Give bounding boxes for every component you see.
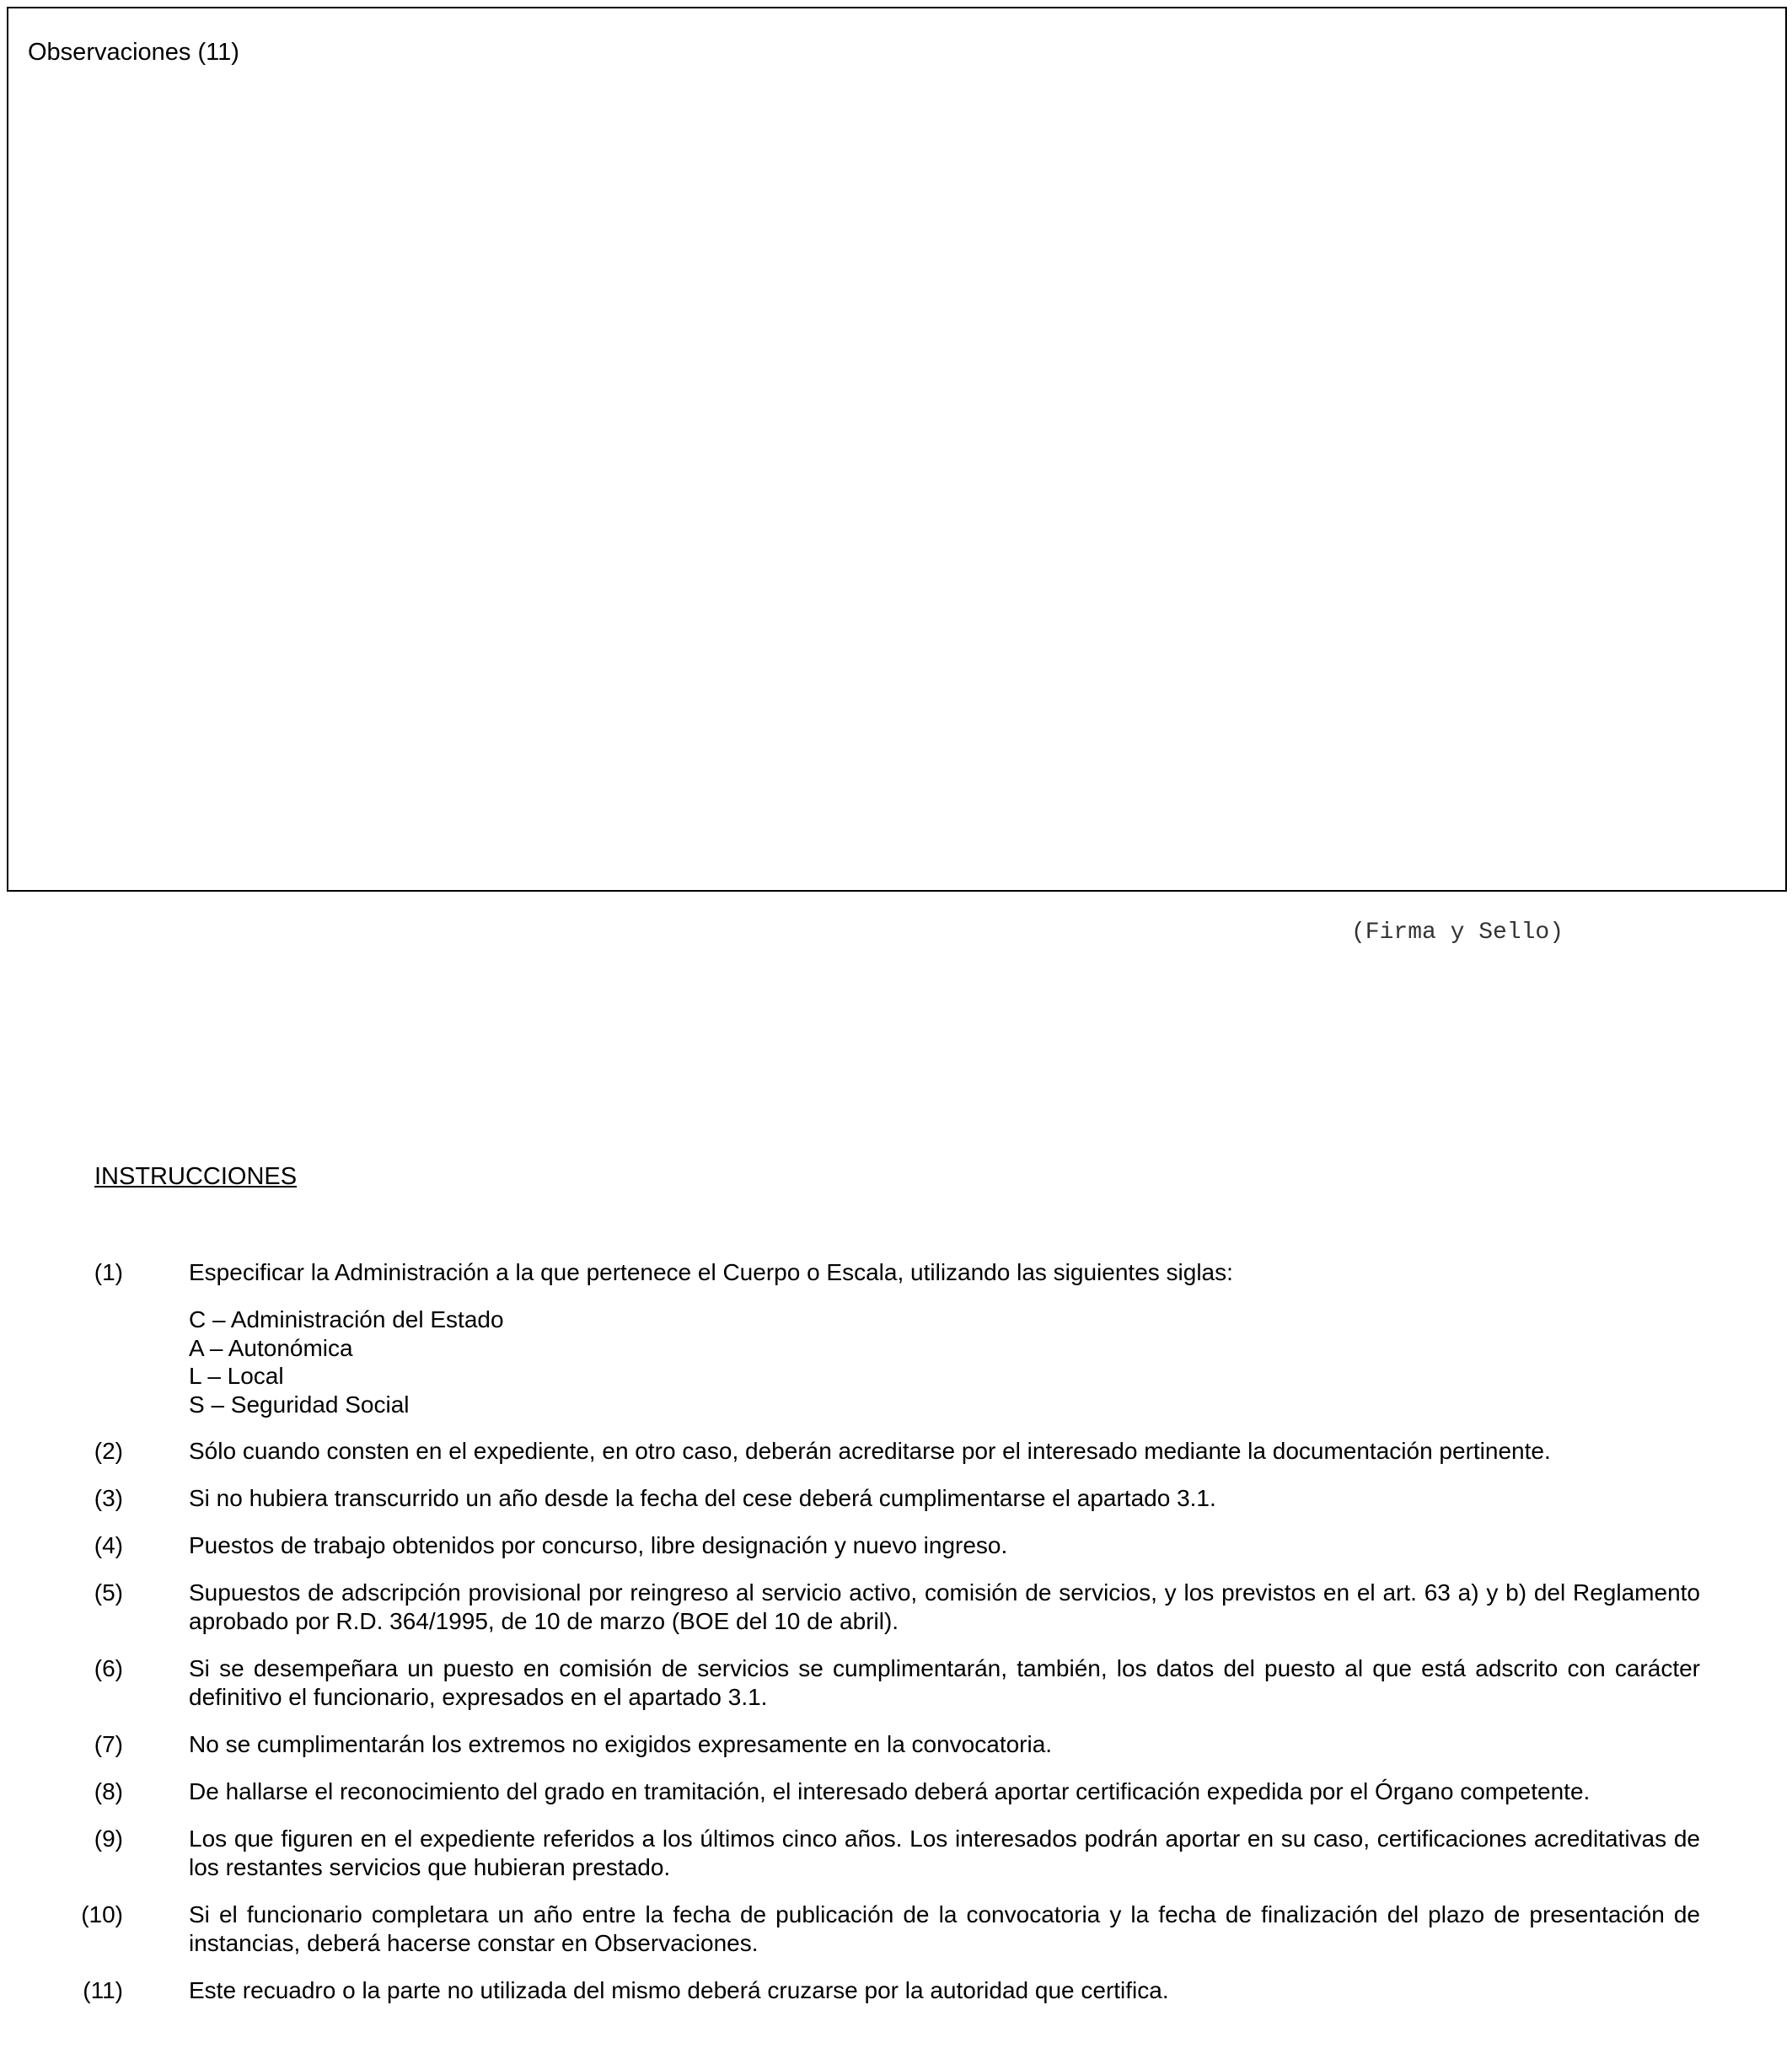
instruction-text: Si se desempeñara un puesto en comisión de servicios se cumplimentarán, también, los datos del puesto al que está adscrito con carácter definitivo el funcionario, expresados en el apartado 3.1. <box>189 1655 1700 1710</box>
instruction-text: Los que figuren en el expediente referidos a los últimos cinco años. Los interesados podrán aportar en su caso, certificaciones acreditativas de los restantes servicios que hubieran prestado. <box>189 1826 1700 1880</box>
instruction-number: (6) <box>94 1655 123 1681</box>
instruction-number: (11) <box>83 1977 123 2003</box>
instruction-item-3 <box>0 1484 1792 1513</box>
observations-box <box>7 7 1787 892</box>
administration-code-item: L – Local <box>189 1363 284 1389</box>
instruction-text: No se cumplimentarán los extremos no exigidos expresamente en la convocatoria. <box>189 1731 1053 1757</box>
instruction-number: (8) <box>94 1778 123 1804</box>
administration-code-item: A – Autonómica <box>189 1334 353 1361</box>
instruction-item-11 <box>0 1976 1792 2005</box>
administration-code-item: S – Seguridad Social <box>189 1391 410 1418</box>
instruction-item-9 <box>0 1825 1792 1882</box>
instruction-number: (9) <box>94 1826 123 1852</box>
instruction-item-6 <box>0 1654 1792 1712</box>
instruction-item-8 <box>0 1777 1792 1806</box>
instruction-text: Si no hubiera transcurrido un año desde la fecha del cese deberá cumplimentarse el apartado 3.1. <box>189 1485 1216 1511</box>
instruction-text <box>189 1258 1700 1418</box>
instruction-text: Sólo cuando consten en el expediente, en otro caso, deberán acreditarse por el interesado mediante la documentación pertinente. <box>189 1438 1551 1464</box>
instruction-number: (1) <box>94 1259 123 1285</box>
instruction-item-10 <box>0 1901 1792 1958</box>
instruction-item-4 <box>0 1531 1792 1560</box>
instruction-number: (2) <box>94 1438 123 1464</box>
instruction-text: De hallarse el reconocimiento del grado en tramitación, el interesado deberá aportar certificación expedida por el Órgano competente. <box>189 1778 1591 1804</box>
observations-label: Observaciones (11) <box>28 39 239 66</box>
instruction-number: (5) <box>94 1579 123 1606</box>
instructions-list <box>0 1258 1792 2024</box>
instruction-item-7 <box>0 1730 1792 1759</box>
instruction-number: (3) <box>94 1485 123 1511</box>
instruction-item-2 <box>0 1437 1792 1466</box>
instruction-item-1 <box>0 1258 1792 1418</box>
instruction-text: Si el funcionario completara un año entre la fecha de publicación de la convocatoria y la fecha de finalización del plazo de presentación de instancias, deberá hacerse constar en Observaciones. <box>189 1901 1700 1956</box>
instruction-text: Puestos de trabajo obtenidos por concurso, libre designación y nuevo ingreso. <box>189 1532 1008 1558</box>
instruction-number: (10) <box>81 1901 123 1927</box>
instruction-text: Supuestos de adscripción provisional por reingreso al servicio activo, comisión de servicios, y los previstos en el art. 63 a) y b) del Reglamento aprobado por R.D. 364/1995, de 10 de marzo (BOE del 10 de abril). <box>189 1579 1700 1634</box>
instruction-text: Este recuadro o la parte no utilizada del mismo deberá cruzarse por la autoridad que certifica. <box>189 1977 1169 2003</box>
administration-code-item: C – Administración del Estado <box>189 1306 504 1332</box>
administration-codes-list <box>189 1305 1700 1418</box>
signature-stamp-label: (Firma y Sello) <box>1351 919 1564 946</box>
instructions-heading: INSTRUCCIONES <box>94 1163 298 1190</box>
instruction-item-5 <box>0 1579 1792 1636</box>
instruction-number: (7) <box>94 1731 123 1757</box>
instruction-text-body: Especificar la Administración a la que pertenece el Cuerpo o Escala, utilizando las siguientes siglas: <box>189 1259 1233 1285</box>
instruction-number: (4) <box>94 1532 123 1558</box>
